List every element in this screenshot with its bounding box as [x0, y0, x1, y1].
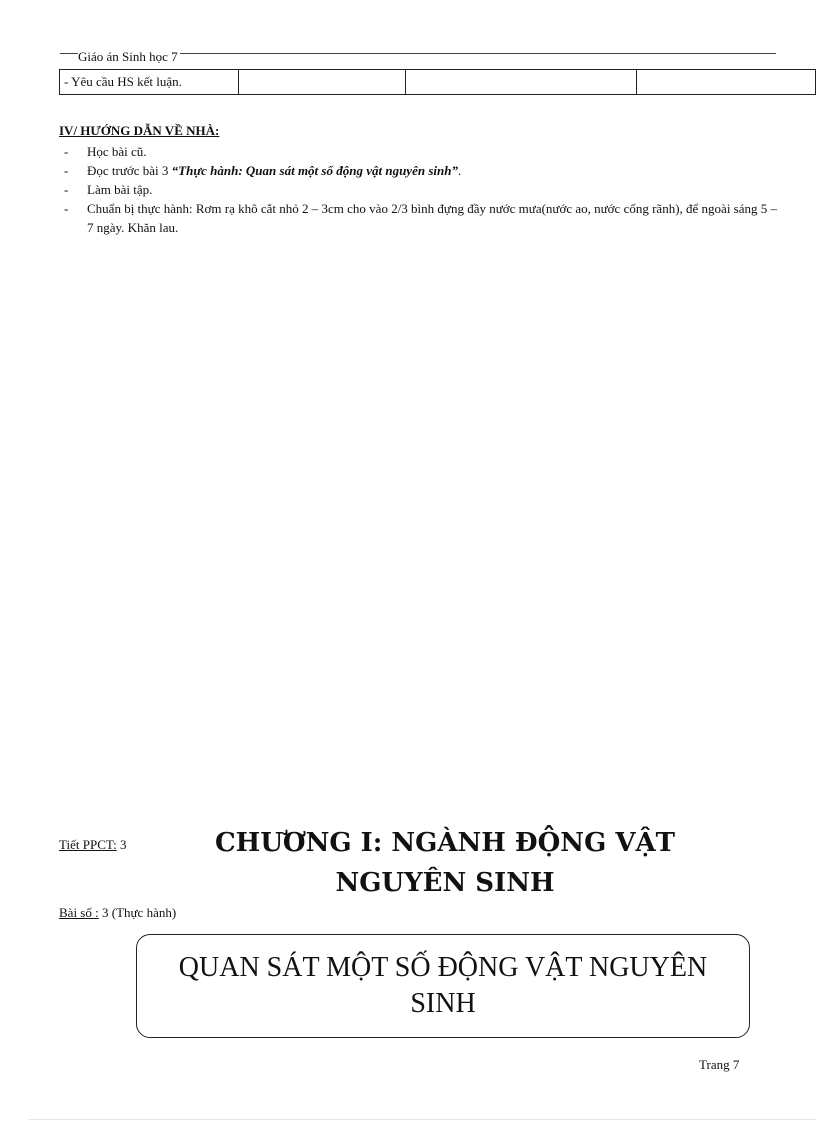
homework-section: [59, 121, 779, 237]
lesson-period: [59, 837, 127, 853]
list-item-text: Chuẩn bị thực hành: Rơm rạ khô cắt nhỏ 2 – 3cm cho vào 2/3 bình đựng đầy nước mưa(nước ao, nước cống rãnh), để ngoài sáng 5 – 7 ngày. Khăn lau.: [87, 201, 778, 235]
document-header: Giáo án Sinh học 7: [78, 49, 178, 64]
lesson-number-label: Bài số :: [59, 905, 99, 920]
period-value: 3: [120, 837, 127, 852]
lesson-number-value: 3 (Thực hành): [101, 905, 177, 920]
list-item-text: Học bài cũ.: [87, 144, 147, 159]
lesson-reference: “Thực hành: Quan sát một số động vật nguyên sinh”: [171, 163, 458, 178]
list-item: [59, 161, 779, 180]
list-item-text: Làm bài tập.: [87, 182, 153, 197]
list-item-suffix: .: [457, 163, 462, 178]
lesson-number: [59, 905, 176, 921]
list-item-text: Đọc trước bài 3: [87, 163, 172, 178]
page-bottom-edge: [28, 1119, 816, 1120]
chapter-title-line1: CHƯƠNG I: NGÀNH ĐỘNG VẬT: [214, 828, 676, 858]
activity-table: [59, 69, 816, 95]
table-cell: [406, 70, 637, 95]
homework-title: IV/ HƯỚNG DẪN VỀ NHÀ:: [59, 123, 220, 138]
chapter-title-line2: NGUYÊN SINH: [335, 868, 555, 898]
list-item: [59, 199, 779, 237]
period-label: Tiết PPCT:: [59, 837, 117, 852]
homework-list: [59, 142, 779, 237]
lesson-title: QUAN SÁT MỘT SỐ ĐỘNG VẬT NGUYÊN SINH: [178, 952, 708, 1019]
list-item: [59, 142, 779, 161]
lesson-title-box: [136, 934, 750, 1038]
list-item: [59, 180, 779, 199]
table-row: [60, 70, 816, 95]
page-number: Trang 7: [699, 1057, 740, 1072]
table-cell: [637, 70, 816, 95]
table-cell: - Yêu cầu HS kết luận.: [60, 70, 239, 95]
table-cell: [239, 70, 406, 95]
chapter-title: [150, 823, 740, 903]
